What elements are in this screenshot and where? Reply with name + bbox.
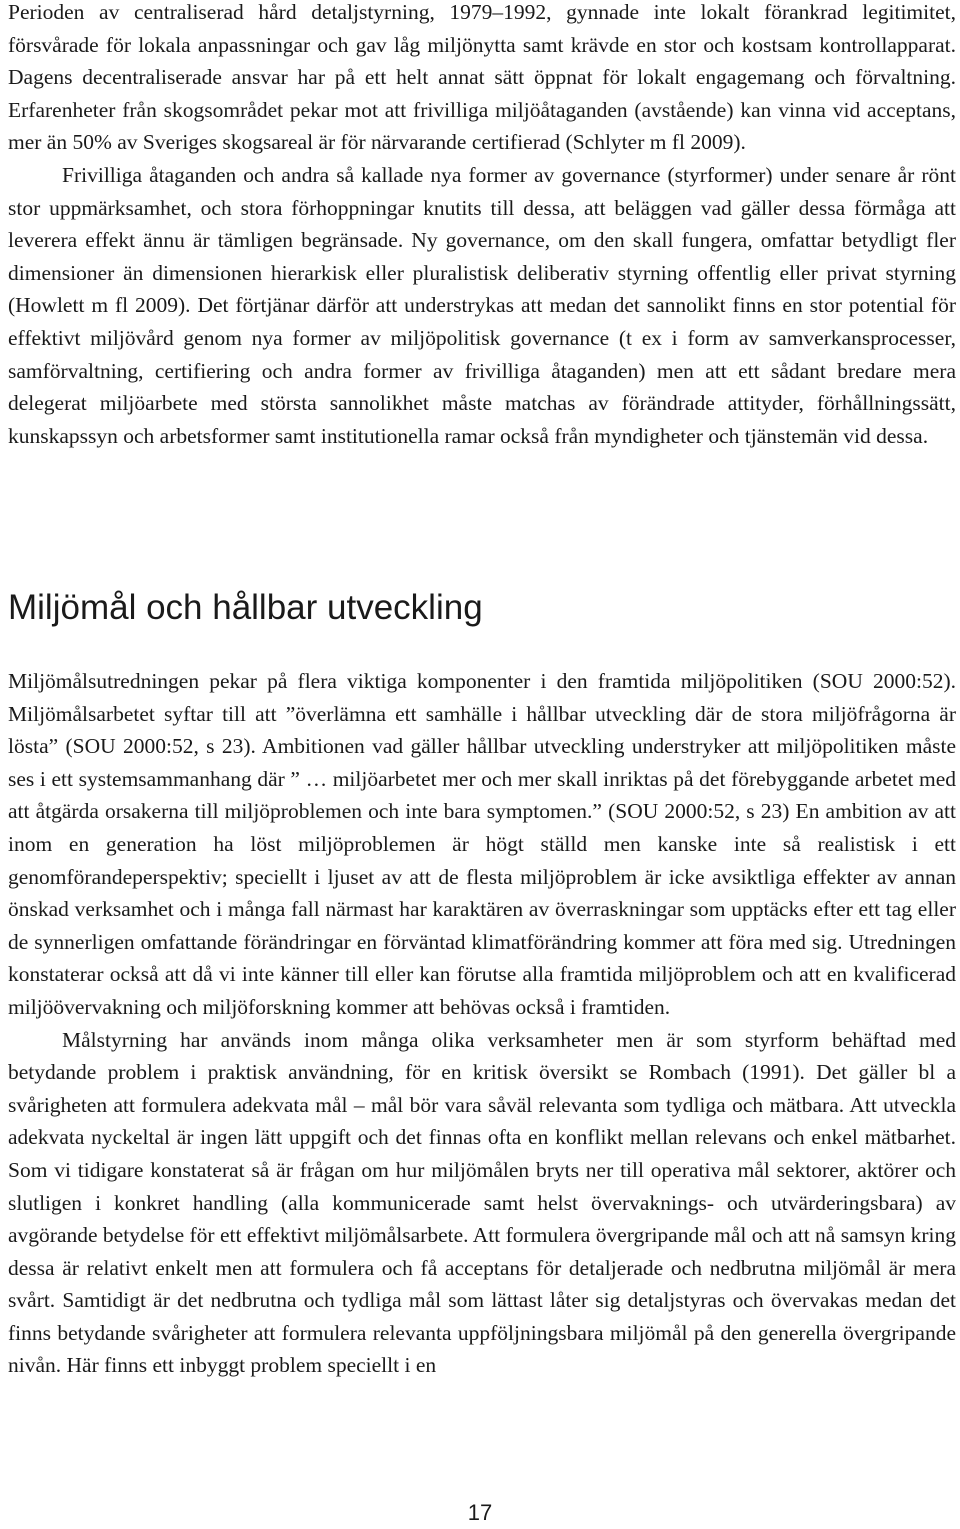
page-number: 17 [467,1500,493,1525]
section-1 [8,0,956,452]
section-heading: Miljömål och hållbar utveckling [8,588,483,627]
paragraph: Frivilliga åtaganden och andra så kallade nya former av governance (styrformer) under senare år rönt stor uppmärksamhet, och stora förhoppningar knutits till dessa, att beläggen vad gäller dessa förmåga att leverera effekt ännu är tämligen begränsade. Ny governance, om den skall fungera, omfattar betydligt fler dimensioner än dimensionen hierarkisk eller pluralistisk deliberativ styrning offentlig eller privat styrning (Howlett m fl 2009). Det förtjänar därför att understrykas att medan det sannolikt finns en stor potential för effektivt miljövård genom nya former av miljöpolitisk governance (t ex i form av samverkansprocesser, samförvaltning, certifiering och andra former av frivilliga åtaganden) men att ett sådant bredare mera delegerat miljöarbete med största sannolikhet måste matchas av förändrade attityder, förhållningssätt, kunskapssyn och arbetsformer samt institutionella ramar också från myndigheter och tjänstemän vid dessa. [8,162,956,448]
section-2 [8,665,956,1382]
paragraph: Miljömålsutredningen pekar på flera viktiga komponenter i den framtida miljöpolitiken (SOU 2000:52). Miljömålsarbetet syftar till att ”överlämna ett samhälle i hållbar utveckling där de stora miljöfrågorna är lösta” (SOU 2000:52, s 23). Ambitionen vad gäller hållbar utveckling understryker att miljöpolitiken måste ses i ett systemsammanhang där ” … miljöarbetet mer och mer skall inriktas på det förebyggande arbetet med att åtgärda orsakerna till miljöproblemen och inte bara symptomen.” (SOU 2000:52, s 23) En ambition av att inom en generation ha löst miljöproblemen är högt ställd men kanske inte så realistisk i ett genomförandeperspektiv; speciellt i ljuset av att de flesta miljöproblem är icke avsiktliga effekter av annan önskad verksamhet och i många fall närmast har karaktären av överraskningar som upptäcks efter ett tag eller de synnerligen omfattande förändringar en förväntad klimatförändring kommer att föra med sig. Utredningen konstaterar också att då vi inte känner till eller kan förutse alla framtida miljöproblem och att en kvalificerad miljöövervakning och miljöforskning kommer att behövas också i framtiden. [8,669,956,1019]
paragraph: Målstyrning har används inom många olika verksamheter men är som styrform behäftad med betydande problem i praktisk användning, för en kritisk översikt se Rombach (1991). Det gäller bl a svårigheten att formulera adekvata mål – mål bör vara såväl relevanta som tydliga och mätbara. Att utveckla adekvata nyckeltal är ingen lätt uppgift och det finnas ofta en konflikt mellan relevans och enkel mätbarhet. Som vi tidigare konstaterat så är frågan om hur miljömålen bryts ner till operativa mål sektorer, aktörer och slutligen i konkret handling (alla kommunicerade samt helst övervaknings- och utvärderingsbara) av avgörande betydelse för ett effektivt miljömålsarbete. Att formulera övergripande mål och att nå samsyn kring dessa är relativt enkelt men att formulera och få acceptans för detaljerade och nedbrutna miljömål är mera svårt. Samtidigt är det nedbrutna och tydliga mål som lättast låter sig detaljstyras och övervakas medan det finns betydande svårigheter att formulera relevanta uppföljningsbara miljömål på den generella övergripande nivån. Här finns ett inbyggt problem speciellt i en [8,1027,956,1378]
paragraph: Perioden av centraliserad hård detaljstyrning, 1979–1992, gynnade inte lokalt förankrad legitimitet, försvårade för lokala anpassningar och gav låg miljönytta samt krävde en stor och kostsam kontrollapparat. Dagens decentraliserade ansvar har på ett helt annat sätt öppnat för lokalt engagemang och förvaltning. Erfarenheter från skogsområdet pekar mot att frivilliga miljöåtaganden (avstående) kan vinna vid acceptans, mer än 50% av Sveriges skogsareal är för närvarande certifierad (Schlyter m fl 2009). [8,0,956,155]
